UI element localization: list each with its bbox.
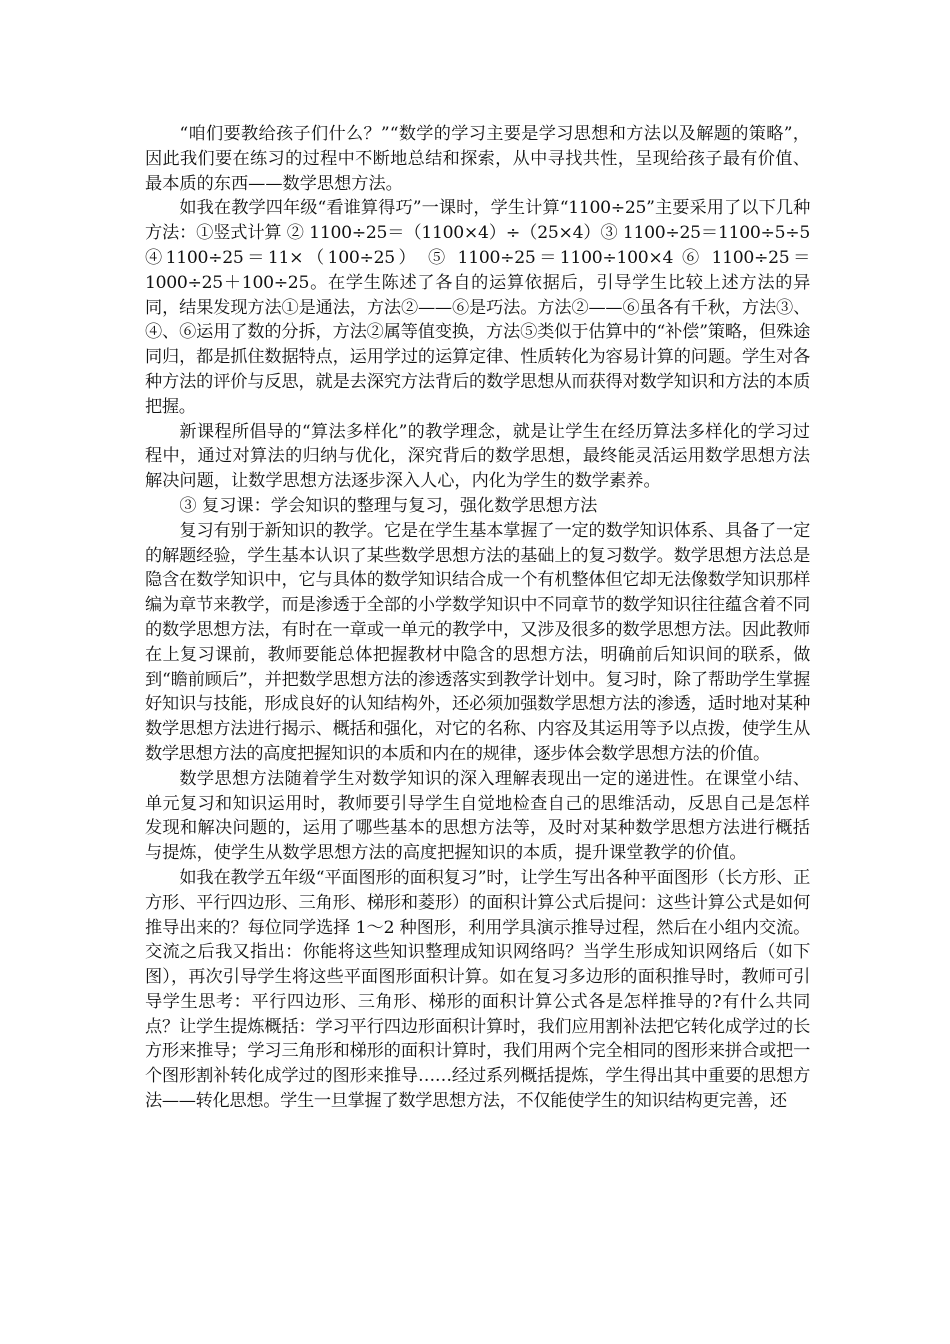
paragraph-intro: “咱们要教给孩子们什么？”“数学的学习主要是学习思想和方法以及解题的策略”，因此我们要在练习的过程中不断地总结和探索，从中寻找共性，呈现给孩子最有价值、最本质的东西——数学思想方法。 — [145, 124, 810, 194]
paragraph-example-division: 如我在教学四年级“看谁算得巧”一课时，学生计算“1100÷25”主要采用了以下几种方法：①竖式计算 ② 1100÷25＝（1100×4）÷（25×4）③ 1100÷25＝1100÷5÷5 ④1100÷25＝11×（100÷25） ⑤ 1100÷25＝1100÷100×4 ⑥ 1100÷25＝1000÷25＋100÷25。在学生陈述了各自的运算依据后，引导学生比较上述方法的异同，结果发现方法①是通法，方法②——⑥是巧法。方法②——⑥虽各有千秋，方法③、④、⑥运用了数的分拆，方法②属等值变换，方法⑤类似于估算中的“补偿”策略，但殊途同归，都是抓住数据特点，运用学过的运算定律、性质转化为容易计算的问题。学生对各种方法的评价与反思，就是去深究方法背后的数学思想从而获得对数学知识和方法的本质把握。 — [145, 198, 810, 417]
section-heading-review-lesson: ③ 复习课：学会知识的整理与复习，强化数学思想方法 — [179, 495, 598, 516]
document-body — [145, 122, 810, 1114]
paragraph-review-teaching: 复习有别于新知识的教学。它是在学生基本掌握了一定的数学知识体系、具备了一定的解题经验，学生基本认识了某些数学思想方法的基础上的复习数学。数学思想方法总是隐含在数学知识中，它与具体的数学知识结合成一个有机整体但它却无法像数学知识那样编为章节来教学，而是渗透于全部的小学数学知识中不同章节的数学知识往往蕴含着不同的数学思想方法，有时在一章或一单元的教学中，又涉及很多的数学思想方法。因此教师在上复习课前，教师要能总体把握教材中隐含的思想方法，明确前后知识间的联系，做到“瞻前顾后”，并把数学思想方法的渗透落实到教学计划中。复习时，除了帮助学生掌握好知识与技能，形成良好的认知结构外，还必须加强数学思想方法的渗透，适时地对某种数学思想方法进行揭示、概括和强化，对它的名称、内容及其运用等予以点拨，使学生从数学思想方法的高度把握知识的本质和内在的规律，逐步体会数学思想方法的价值。 — [145, 520, 810, 764]
paragraph-progressive-methods: 数学思想方法随着学生对数学知识的深入理解表现出一定的递进性。在课堂小结、单元复习和知识运用时，教师要引导学生自觉地检查自己的思维活动，反思自己是怎样发现和解决问题的，运用了哪些基本的思想方法等，及时对某种数学思想方法进行概括与提炼，使学生从数学思想方法的高度把握知识的本质，提升课堂教学的价值。 — [145, 768, 810, 864]
paragraph-algorithm-diversity: 新课程所倡导的“算法多样化”的教学理念，就是让学生在经历算法多样化的学习过程中，通过对算法的归纳与优化，深究背后的数学思想，最终能灵活运用数学思想方法解决问题，让数学思想方法逐步深入人心，内化为学生的数学素养。 — [145, 421, 810, 492]
paragraph-area-review-example: 如我在教学五年级“平面图形的面积复习”时，让学生写出各种平面图形（长方形、正方形、平行四边形、三角形、梯形和菱形）的面积计算公式后提问：这些计算公式是如何推导出来的？每位同学选择 1～2 种图形，利用学具演示推导过程，然后在小组内交流。交流之后我又指出：你能将这些知识整理成知识网络吗？当学生形成知识网络后（如下图），再次引导学生将这些平面图形面积计算。如在复习多边形的面积推导时，教师可引导学生思考：平行四边形、三角形、梯形的面积计算公式各是怎样推导的?有什么共同点？让学生提炼概括：学习平行四边形面积计算时，我们应用割补法把它转化成学过的长方形来推导；学习三角形和梯形的面积计算时，我们用两个完全相同的图形来拼合或把一个图形割补转化成学过的图形来推导……经过系列概括提炼，学生得出其中重要的思想方法——转化思想。学生一旦掌握了数学思想方法，不仅能使学生的知识结构更完善，还 — [145, 867, 810, 1112]
